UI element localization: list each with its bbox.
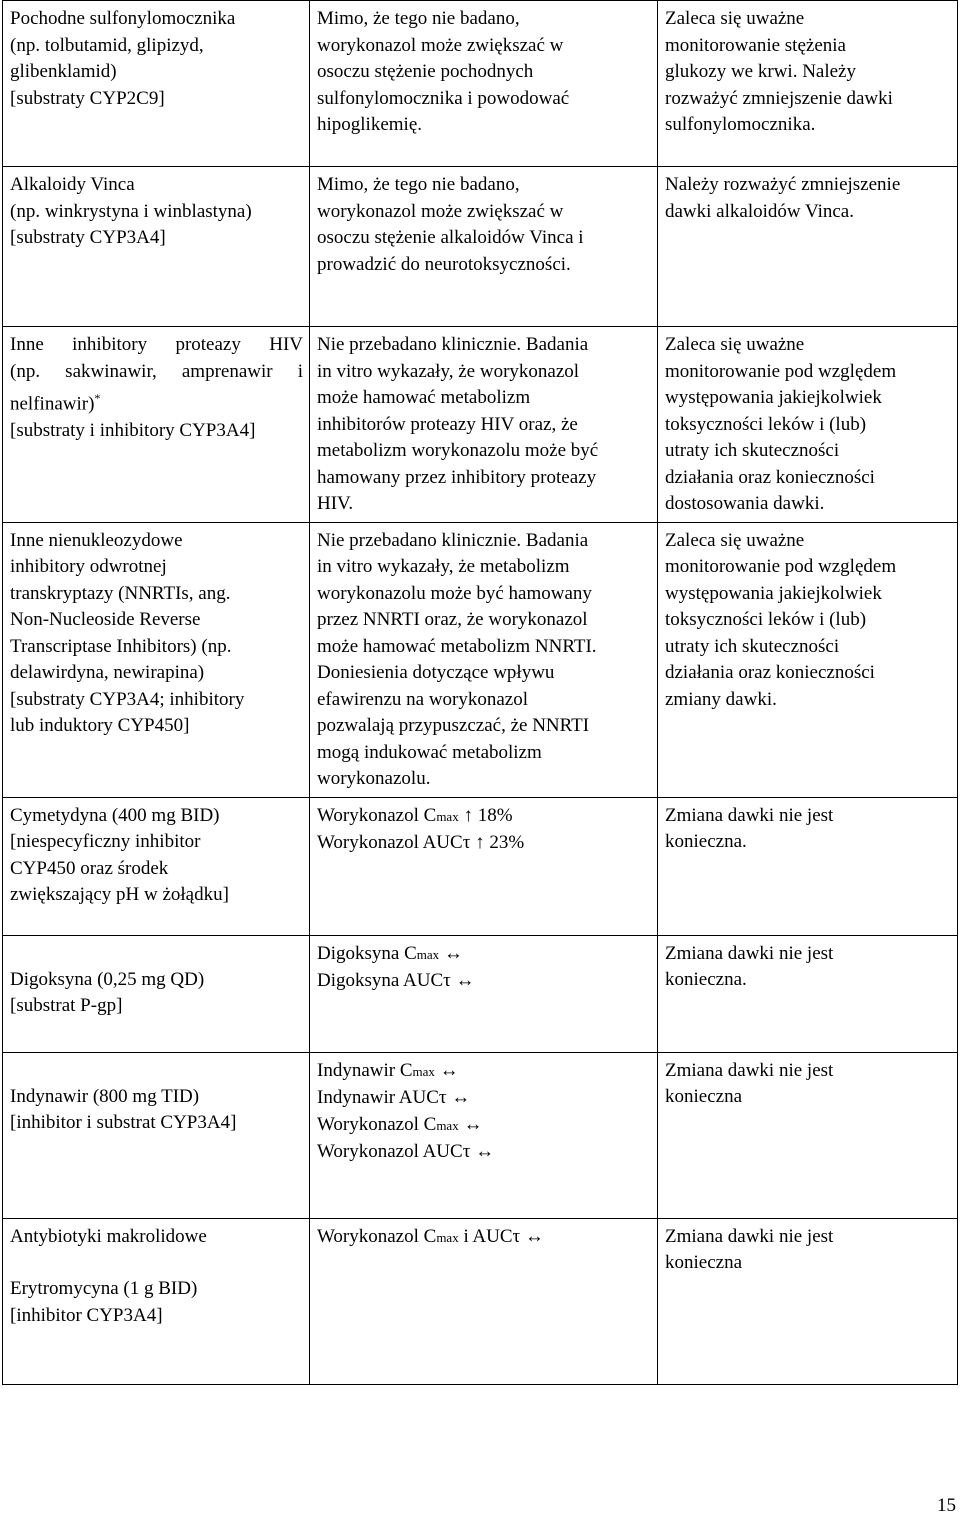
- cell-text-line: [10, 385, 303, 418]
- cell-text-line: monitorowanie pod względem: [665, 360, 897, 382]
- cell-text-line: Zmiana dawki nie jest: [665, 942, 834, 964]
- cell-text-line: glibenklamid): [10, 61, 117, 82]
- recommendation-cell: [658, 1, 958, 167]
- cell-text-line: efawirenzu na worykonazol: [317, 688, 529, 710]
- cell-text-line: konieczna.: [665, 969, 747, 990]
- drug-cell: [3, 935, 310, 1052]
- cell-text-line: Mimo, że tego nie badano,: [317, 8, 520, 29]
- cell-text-line: in vitro wykazały, że worykonazol: [317, 360, 580, 382]
- subscript-text: max: [436, 1229, 459, 1245]
- cell-text-line: [inhibitor CYP3A4]: [10, 1304, 163, 1326]
- effect-cell: [310, 1, 658, 167]
- cell-text-line: występowania jakiejkolwiek: [665, 387, 882, 408]
- recommendation-cell: [658, 522, 958, 797]
- cell-text-line: hipoglikemię.: [317, 114, 423, 135]
- cell-text-line: mogą indukować metabolizm: [317, 741, 542, 763]
- cell-text-line: monitorowanie pod względem: [665, 556, 897, 577]
- cell-text-line: metabolizm worykonazolu może być: [317, 440, 599, 461]
- table-row: [3, 1, 958, 167]
- cell-text-line: Zmiana dawki nie jest: [665, 1225, 834, 1247]
- table-row: [3, 522, 958, 797]
- cell-text-line: Zaleca się uważne: [665, 529, 805, 551]
- cell-text-line: [317, 830, 651, 857]
- cell-text-line: Cymetydyna (400 mg BID): [10, 804, 220, 826]
- cell-text-line: może hamować metabolizm NNRTI.: [317, 635, 597, 657]
- line-text: Worykonazol C: [317, 804, 437, 826]
- cell-text-line: Zaleca się uważne: [665, 8, 805, 29]
- cell-text-line: inhibitorów proteazy HIV oraz, że: [317, 413, 578, 435]
- cell-text-line: Zaleca się uważne: [665, 334, 805, 355]
- cell-text-line: może hamować metabolizm: [317, 387, 531, 408]
- cell-text-line: Inne inhibitory proteazy HIV: [10, 334, 303, 355]
- blank-line: [10, 1250, 303, 1276]
- cell-text-line: Pochodne sulfonylomocznika: [10, 8, 236, 29]
- line-text: Worykonazol C: [317, 1225, 437, 1247]
- blank-line: [10, 941, 303, 967]
- cell-text-line: osoczu stężenie alkaloidów Vinca i: [317, 227, 584, 248]
- cell-text-line: [substraty i inhibitory CYP3A4]: [10, 419, 256, 441]
- drug-cell: [3, 1218, 310, 1384]
- cell-text-line: rozważyć zmniejszenie dawki: [665, 87, 893, 109]
- effect-cell: [310, 1218, 658, 1384]
- table-row: [3, 327, 958, 523]
- cell-text-line: worykonazolu.: [317, 768, 431, 789]
- cell-text-line: [317, 803, 651, 831]
- table-row: [3, 1218, 958, 1384]
- cell-text-line: inhibitory odwrotnej: [10, 556, 167, 577]
- footnote-marker: *: [94, 391, 101, 405]
- line-text: Indynawir AUCτ ↔: [317, 1087, 471, 1108]
- cell-text-line: sulfonylomocznika i powodować: [317, 87, 570, 109]
- cell-text-line: [substrat P-gp]: [10, 995, 123, 1016]
- cell-text-line: [317, 968, 651, 995]
- cell-text-line: (np. winkrystyna i winblastyna): [10, 200, 252, 222]
- table-row: [3, 935, 958, 1052]
- cell-text-line: [niespecyficzny inhibitor: [10, 831, 201, 852]
- line-text: nelfinawir): [10, 393, 95, 415]
- line-text: i AUCτ ↔: [458, 1225, 544, 1247]
- table-row: [3, 1052, 958, 1218]
- cell-text-line: lub induktory CYP450]: [10, 715, 190, 736]
- cell-text-line: Alkaloidy Vinca: [10, 174, 135, 195]
- page-number: 15: [937, 1495, 956, 1516]
- cell-text-line: Inne nienukleozydowe: [10, 529, 183, 551]
- drug-cell: [3, 1, 310, 167]
- cell-text-line: [substraty CYP3A4]: [10, 227, 166, 248]
- line-text: ↔: [458, 1113, 483, 1135]
- cell-text-line: Mimo, że tego nie badano,: [317, 174, 520, 195]
- cell-text-line: [317, 1058, 651, 1086]
- cell-text-line: Indynawir (800 mg TID): [10, 1085, 200, 1107]
- table-row: [3, 167, 958, 327]
- line-text: Digoksyna C: [317, 942, 417, 964]
- blank-line: [10, 1058, 303, 1084]
- cell-text-line: transkryptazy (NNRTIs, ang.: [10, 582, 231, 604]
- cell-text-line: hamowany przez inhibitory proteazy: [317, 466, 597, 488]
- cell-text-line: Antybiotyki makrolidowe: [10, 1225, 207, 1247]
- drug-cell: [3, 167, 310, 327]
- cell-text-line: konieczna.: [665, 831, 747, 852]
- recommendation-cell: [658, 1052, 958, 1218]
- cell-text-line: dawki alkaloidów Vinca.: [665, 200, 854, 222]
- cell-text-line: glukozy we krwi. Należy: [665, 61, 856, 82]
- line-text: ↑ 18%: [458, 804, 513, 826]
- line-text: Indynawir C: [317, 1059, 413, 1081]
- drug-cell: [3, 327, 310, 523]
- line-text: Digoksyna AUCτ ↔: [317, 970, 475, 991]
- drug-cell: [3, 797, 310, 935]
- cell-text-line: (np. sakwinawir, amprenawir i: [10, 360, 303, 382]
- table-row: [3, 797, 958, 935]
- cell-text-line: [substraty CYP2C9]: [10, 87, 165, 109]
- cell-text-line: działania oraz konieczności: [665, 466, 875, 488]
- cell-text-line: Non-Nucleoside Reverse: [10, 609, 201, 630]
- cell-text-line: dostosowania dawki.: [665, 493, 825, 514]
- line-text: Worykonazol AUCτ ↔: [317, 1141, 495, 1162]
- cell-text-line: [317, 1139, 651, 1166]
- cell-text-line: [317, 1085, 651, 1112]
- cell-text-line: [317, 1112, 651, 1140]
- cell-text-line: toksyczności leków i (lub): [665, 609, 867, 630]
- drug-cell: [3, 522, 310, 797]
- cell-text-line: przez NNRTI oraz, że worykonazol: [317, 609, 588, 630]
- cell-text-line: Należy rozważyć zmniejszenie: [665, 174, 901, 195]
- cell-text-line: utraty ich skuteczności: [665, 635, 840, 657]
- recommendation-cell: [658, 167, 958, 327]
- cell-text-line: pozwalają przypuszczać, że NNRTI: [317, 715, 590, 736]
- cell-text-line: konieczna: [665, 1252, 743, 1273]
- cell-text-line: sulfonylomocznika.: [665, 114, 816, 135]
- effect-cell: [310, 327, 658, 523]
- line-text: Worykonazol C: [317, 1113, 437, 1135]
- drug-cell: [3, 1052, 310, 1218]
- cell-text-line: [substraty CYP3A4; inhibitory: [10, 688, 245, 710]
- cell-text-line: osoczu stężenie pochodnych: [317, 61, 534, 82]
- cell-text-line: [317, 1224, 651, 1252]
- effect-cell: [310, 167, 658, 327]
- cell-text-line: Nie przebadano klinicznie. Badania: [317, 529, 589, 551]
- line-text: ↔: [434, 1059, 459, 1081]
- line-text: Worykonazol AUCτ ↑ 23%: [317, 832, 525, 853]
- cell-text-line: prowadzić do neurotoksyczności.: [317, 253, 571, 275]
- interaction-table: [2, 0, 958, 1385]
- cell-text-line: Zmiana dawki nie jest: [665, 804, 834, 826]
- cell-text-line: (np. tolbutamid, glipizyd,: [10, 34, 204, 56]
- subscript-text: max: [436, 808, 459, 824]
- subscript-text: max: [412, 1063, 435, 1079]
- cell-text-line: Nie przebadano klinicznie. Badania: [317, 334, 589, 355]
- effect-cell: [310, 1052, 658, 1218]
- recommendation-cell: [658, 327, 958, 523]
- cell-text-line: utraty ich skuteczności: [665, 440, 840, 461]
- cell-text-line: monitorowanie stężenia: [665, 34, 846, 56]
- effect-cell: [310, 935, 658, 1052]
- cell-text-line: Zmiana dawki nie jest: [665, 1059, 834, 1081]
- cell-text-line: [317, 941, 651, 969]
- cell-text-line: [inhibitor i substrat CYP3A4]: [10, 1112, 237, 1133]
- effect-cell: [310, 522, 658, 797]
- cell-text-line: występowania jakiejkolwiek: [665, 582, 882, 604]
- recommendation-cell: [658, 797, 958, 935]
- cell-text-line: HIV.: [317, 493, 354, 514]
- cell-text-line: delawirdyna, newirapina): [10, 662, 205, 683]
- cell-text-line: worykonazol może zwiększać w: [317, 34, 564, 56]
- line-text: ↔: [439, 942, 463, 964]
- cell-text-line: konieczna: [665, 1086, 743, 1107]
- cell-text-line: Erytromycyna (1 g BID): [10, 1278, 198, 1299]
- subscript-text: max: [416, 946, 440, 962]
- recommendation-cell: [658, 935, 958, 1052]
- interaction-table-body: [3, 1, 958, 1385]
- cell-text-line: in vitro wykazały, że metabolizm: [317, 556, 570, 577]
- cell-text-line: zmiany dawki.: [665, 688, 777, 710]
- recommendation-cell: [658, 1218, 958, 1384]
- cell-text-line: CYP450 oraz środek: [10, 857, 169, 879]
- cell-text-line: zwiększający pH w żołądku]: [10, 884, 229, 905]
- cell-text-line: Doniesienia dotyczące wpływu: [317, 662, 555, 683]
- subscript-text: max: [436, 1117, 459, 1133]
- cell-text-line: działania oraz konieczności: [665, 662, 875, 683]
- effect-cell: [310, 797, 658, 935]
- cell-text-line: toksyczności leków i (lub): [665, 413, 867, 435]
- cell-text-line: worykonazolu może być hamowany: [317, 582, 592, 604]
- cell-text-line: worykonazol może zwiększać w: [317, 200, 564, 222]
- cell-text-line: Digoksyna (0,25 mg QD): [10, 968, 205, 990]
- cell-text-line: Transcriptase Inhibitors) (np.: [10, 635, 232, 657]
